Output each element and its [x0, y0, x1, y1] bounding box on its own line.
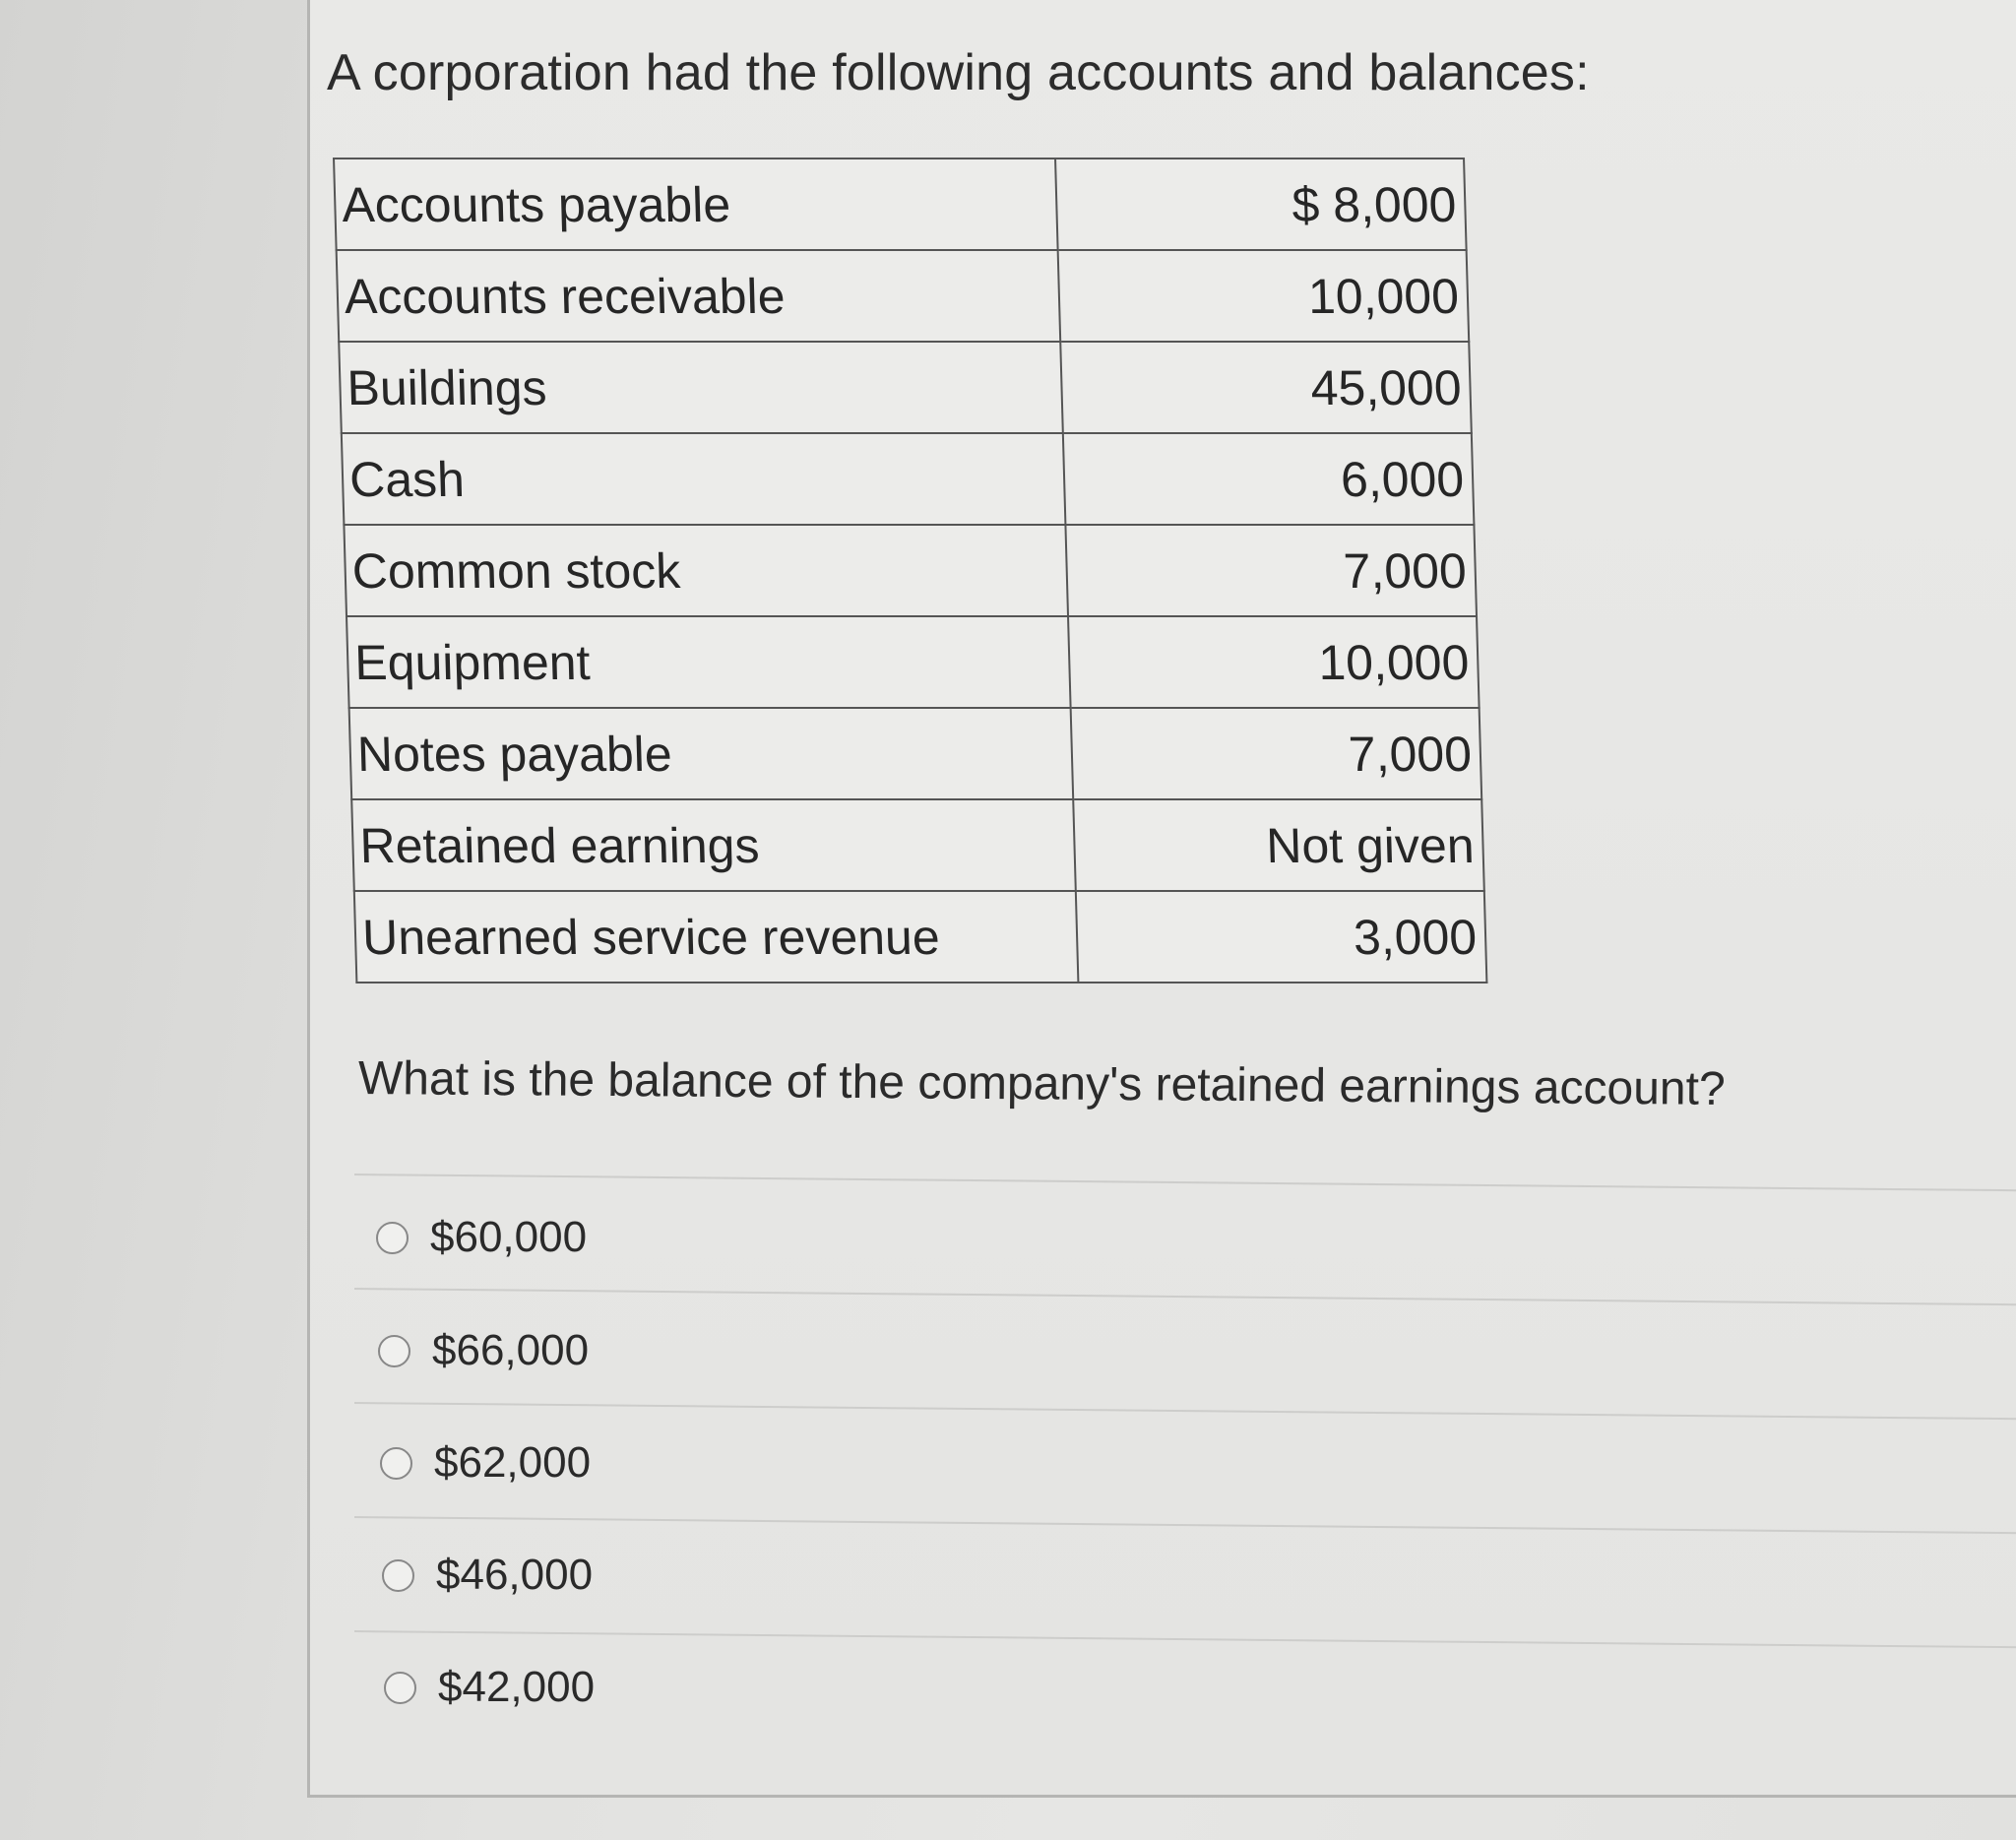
answer-option-label: $62,000: [434, 1438, 592, 1487]
radio-button[interactable]: [382, 1559, 414, 1592]
table-row: [334, 159, 1467, 250]
account-name: Cash: [342, 433, 1066, 525]
account-name: Accounts payable: [334, 159, 1058, 250]
table-row: [339, 342, 1472, 433]
account-amount: $ 8,000: [1055, 159, 1467, 250]
account-amount: Not given: [1073, 799, 1484, 891]
account-amount: 7,000: [1065, 525, 1477, 616]
table-row: [354, 891, 1487, 983]
table-row: [349, 708, 1482, 799]
account-name: Accounts receivable: [337, 250, 1061, 342]
account-name: Notes payable: [349, 708, 1074, 799]
answer-option-label: $42,000: [438, 1663, 596, 1711]
account-name: Unearned service revenue: [354, 891, 1079, 983]
account-amount: 6,000: [1063, 433, 1475, 525]
radio-button[interactable]: [384, 1672, 416, 1704]
answer-option[interactable]: [382, 1551, 593, 1600]
answer-option-label: $66,000: [432, 1326, 590, 1374]
account-name: Retained earnings: [351, 799, 1076, 891]
table-row: [342, 433, 1475, 525]
account-amount: 45,000: [1060, 342, 1472, 433]
question-prompt: A corporation had the following accounts and balances:: [327, 44, 1590, 101]
account-amount: 7,000: [1071, 708, 1482, 799]
answer-option[interactable]: [380, 1438, 591, 1488]
answer-option[interactable]: [376, 1213, 587, 1262]
radio-button[interactable]: [376, 1222, 409, 1254]
answer-option-label: $46,000: [436, 1551, 594, 1599]
table-row: [346, 616, 1480, 708]
radio-button[interactable]: [380, 1447, 412, 1480]
account-amount: 10,000: [1058, 250, 1470, 342]
account-name: Common stock: [344, 525, 1068, 616]
account-amount: 10,000: [1068, 616, 1480, 708]
table-row: [344, 525, 1477, 616]
radio-button[interactable]: [378, 1335, 410, 1367]
account-name: Equipment: [346, 616, 1071, 708]
table-row: [337, 250, 1470, 342]
accounts-table: [333, 158, 1487, 983]
accounts-table-wrapper: [333, 158, 1487, 983]
answer-option[interactable]: [384, 1663, 595, 1712]
question-text: What is the balance of the company's retained earnings account?: [357, 1052, 1726, 1115]
table-row: [351, 799, 1484, 891]
answer-option[interactable]: [378, 1326, 589, 1375]
account-amount: 3,000: [1076, 891, 1487, 983]
account-name: Buildings: [339, 342, 1063, 433]
answer-option-label: $60,000: [430, 1213, 588, 1261]
